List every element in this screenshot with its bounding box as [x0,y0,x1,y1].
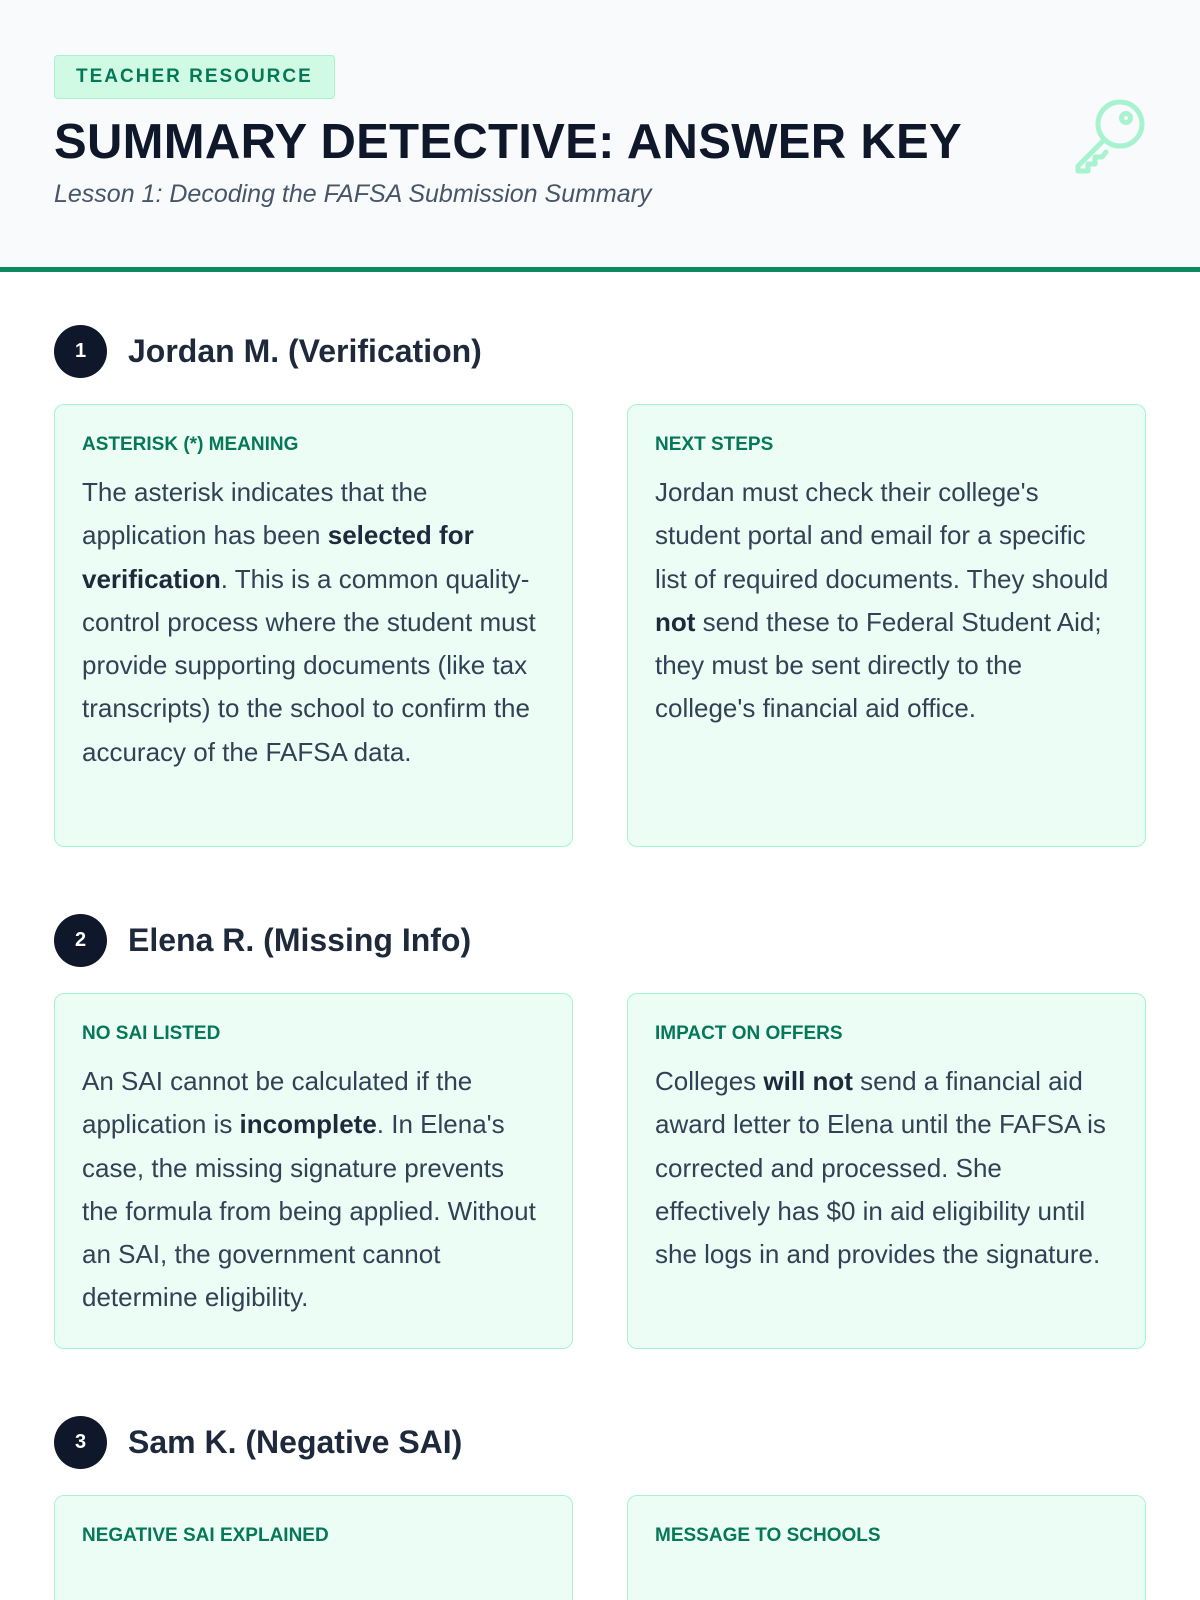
text-segment: Colleges [655,1066,764,1096]
case-title: Jordan M. (Verification) [128,332,482,369]
bold-emphasis: will not [763,1066,853,1096]
card-text [655,1060,1117,1276]
text-segment: send these to Federal Student Aid; they must be sent directly to the college's financial aid office. [655,606,1102,724]
case-number-badge: 3 [54,1416,107,1469]
answer-key-cases [0,272,1200,1600]
card-label: NO SAI LISTED [82,1023,221,1044]
case-title: Elena R. (Missing Info) [128,921,472,958]
card-label: ASTERISK (*) MEANING [82,434,299,455]
card-label: IMPACT ON OFFERS [655,1023,843,1044]
text-segment: . In Elena's case, the missing signature prevents the formula from being applied. Without an SAI, the government cannot determine eligibility. [82,1109,536,1313]
page-subtitle: Lesson 1: Decoding the FAFSA Submission Summary [54,180,652,208]
next-steps-card [627,404,1146,847]
case-cards [54,404,1146,847]
impact-on-offers-card [627,993,1146,1349]
card-label: NEGATIVE SAI EXPLAINED [82,1525,329,1546]
case-header [54,324,1146,378]
text-segment: An SAI cannot be calculated if the application is [82,1066,473,1140]
case-title: Sam K. (Negative SAI) [128,1423,463,1460]
page-title: SUMMARY DETECTIVE: ANSWER KEY [54,115,962,169]
case-sam [54,1415,1146,1600]
key-icon [1070,94,1150,174]
card-label: MESSAGE TO SCHOOLS [655,1525,881,1546]
card-label: NEXT STEPS [655,434,774,455]
card-text [655,471,1117,731]
page-header [0,0,1200,272]
text-segment: send a financial aid award letter to Elena until the FAFSA is corrected and processed. She effectively has $0 in aid eligibility until she logs in and provides the signature. [655,1066,1106,1270]
negative-sai-explained-card [54,1495,573,1600]
bold-emphasis: selected for verification [82,520,474,594]
bold-emphasis: not [655,606,696,637]
bold-emphasis: incomplete [239,1109,377,1140]
text-segment: . This is a common quality-control process where the student must provide supporting documents (like tax transcripts) to the school to confirm the accuracy of the FAFSA data. [82,563,536,767]
text-segment: Jordan must check their college's student portal and email for a specific list of required documents. They should [655,477,1109,594]
asterisk-meaning-card [54,404,573,847]
case-number-badge: 2 [54,914,107,967]
case-cards [54,1495,1146,1600]
message-to-schools-card [627,1495,1146,1600]
no-sai-listed-card [54,993,573,1349]
case-header [54,913,1146,967]
card-text [82,1060,544,1320]
case-number-badge: 1 [54,325,107,378]
card-text [82,471,544,774]
teacher-resource-badge: TEACHER RESOURCE [54,55,335,99]
text-segment: The asterisk indicates that the application has been [82,477,428,551]
case-cards [54,993,1146,1349]
case-jordan [54,324,1146,847]
case-header [54,1415,1146,1469]
case-elena [54,913,1146,1349]
